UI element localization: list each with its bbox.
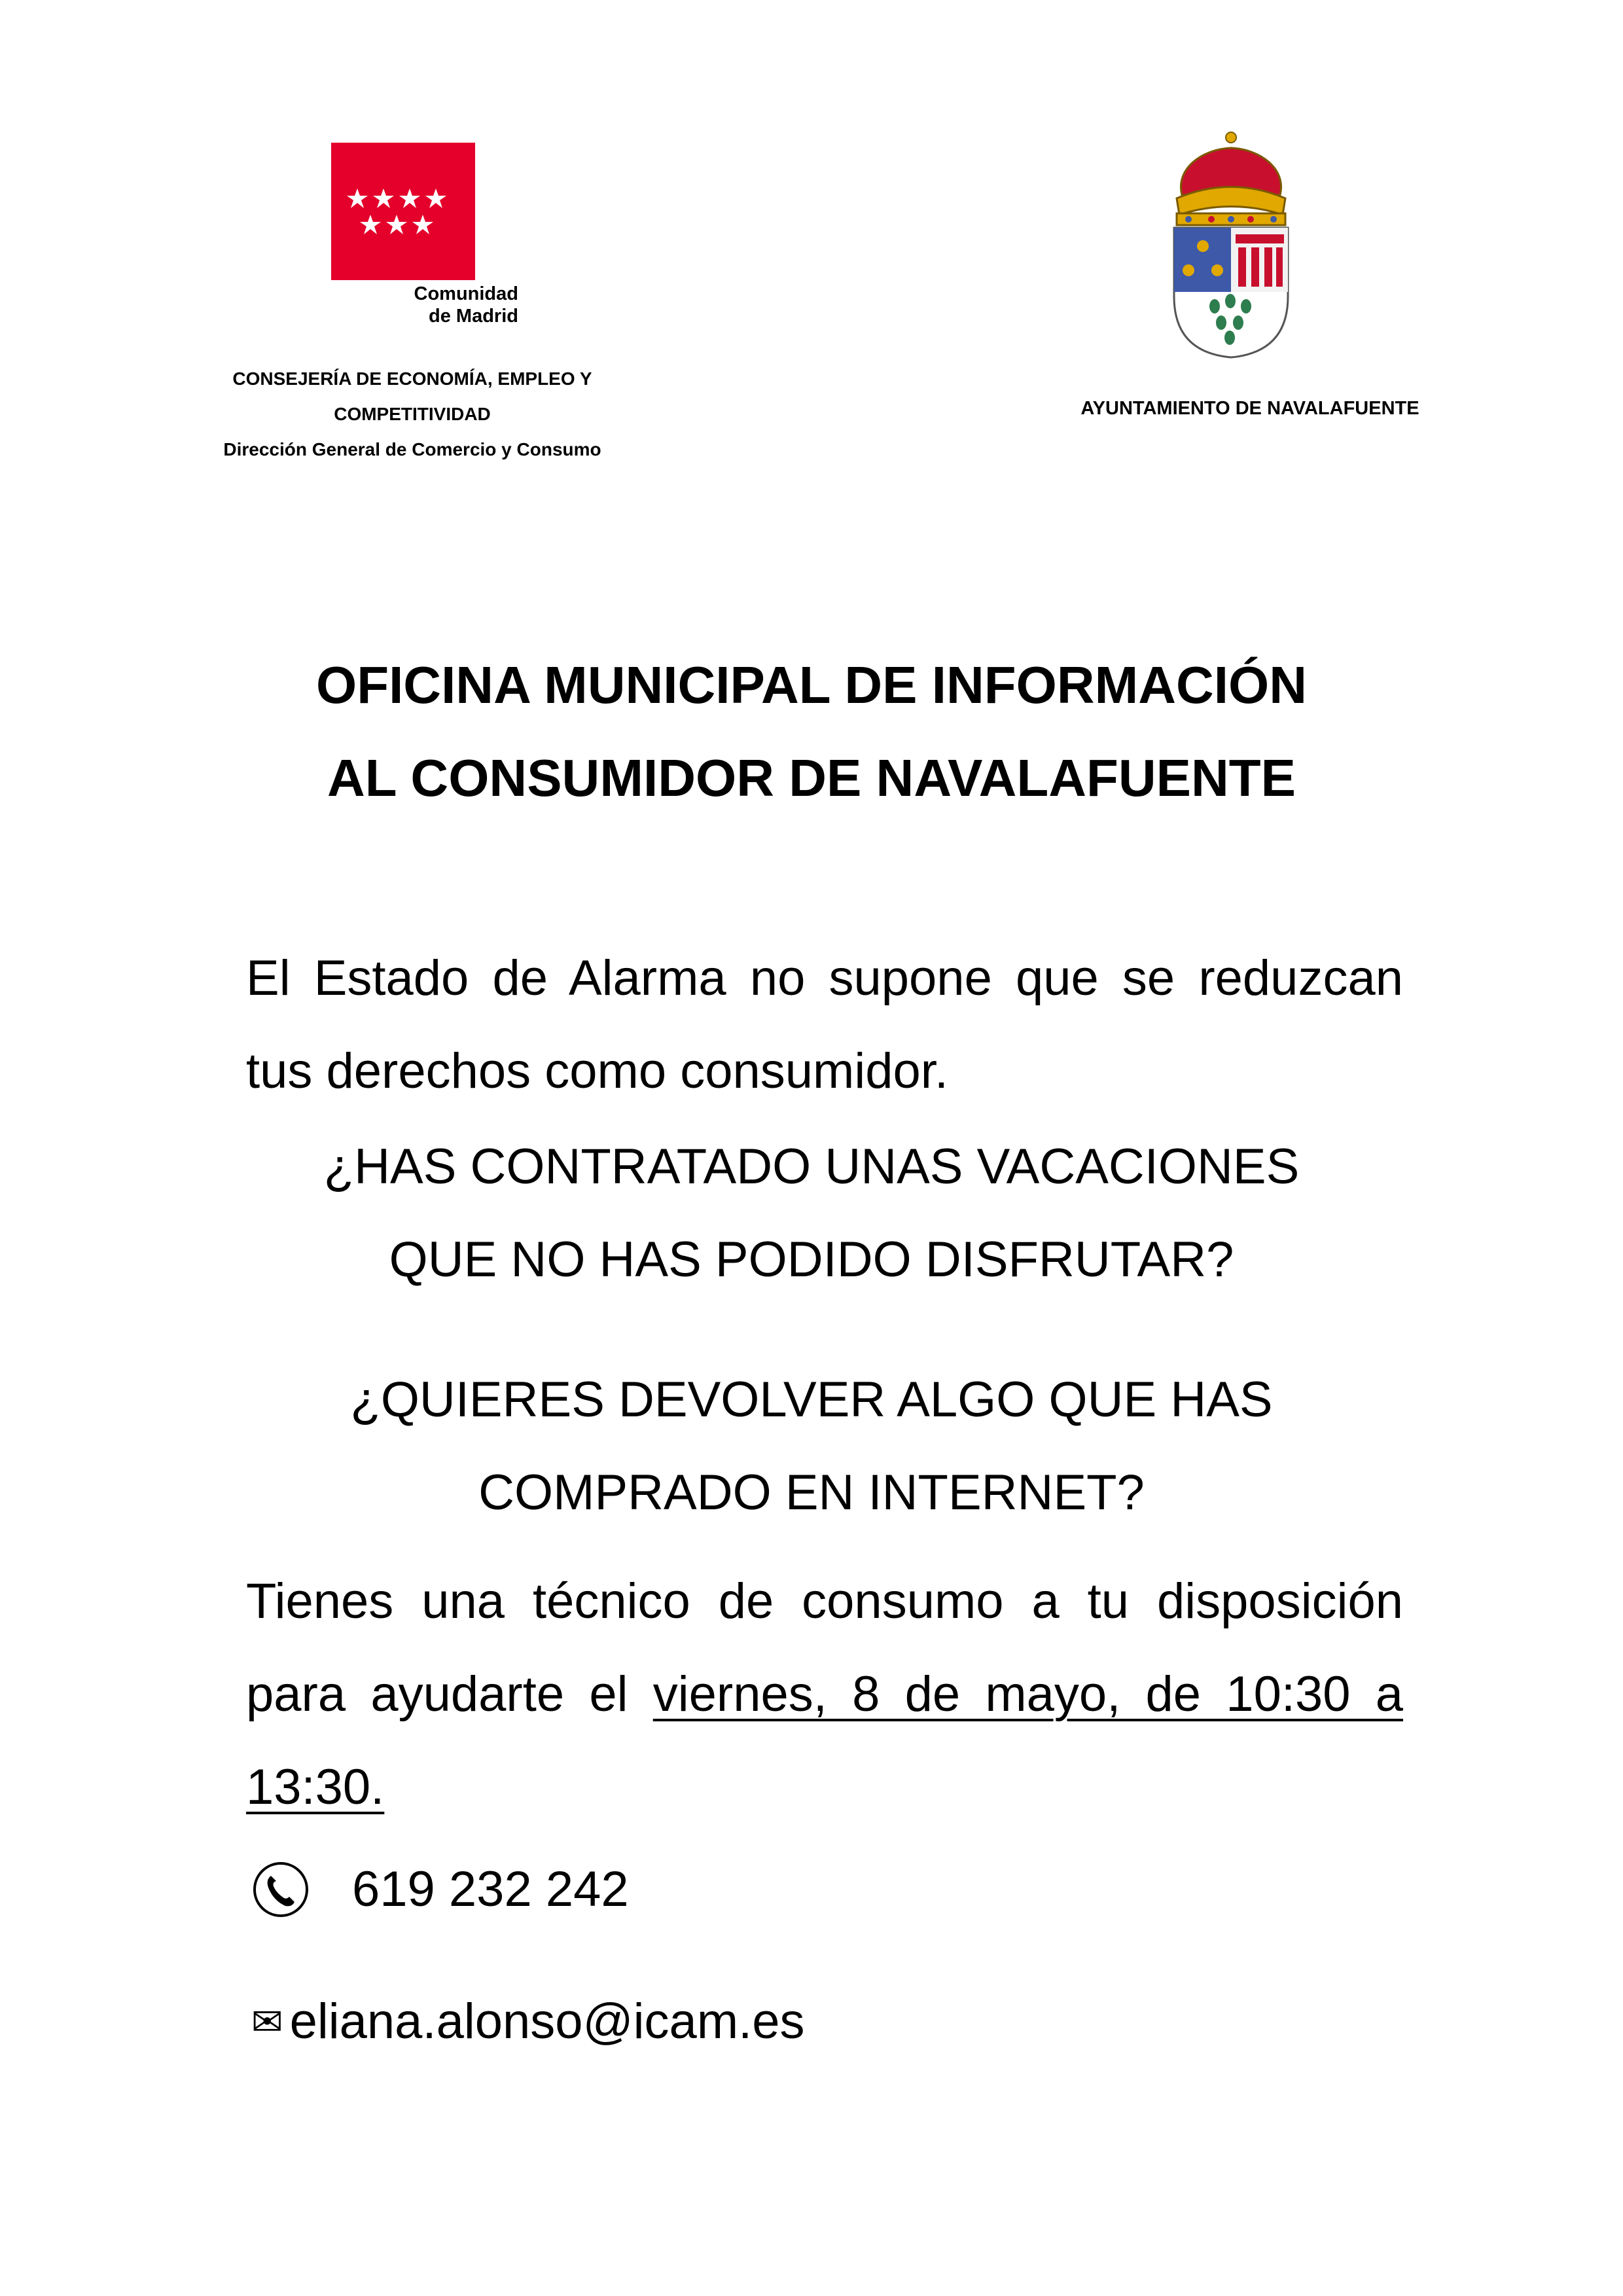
comunidad-de-madrid-name bbox=[288, 283, 518, 327]
comunidad-de-madrid-logo bbox=[331, 143, 475, 280]
stars-icon bbox=[331, 143, 475, 280]
intro-paragraph: El Estado de Alarma no supone que se reduzcan tus derechos como consumidor. bbox=[246, 950, 1403, 1099]
question-returns bbox=[196, 1354, 1427, 1539]
offer-date: viernes, 8 de mayo, de 10:30 a 13:30. bbox=[246, 1666, 1403, 1815]
question2-line2: COMPRADO EN INTERNET? bbox=[478, 1465, 1145, 1520]
offer-paragraph bbox=[246, 1555, 1403, 1834]
question1-line2: QUE NO HAS PODIDO DISFRUTAR? bbox=[389, 1232, 1234, 1287]
page-title bbox=[196, 639, 1427, 825]
department-line2: COMPETITIVIDAD bbox=[334, 404, 491, 424]
department-block bbox=[131, 361, 694, 467]
phone-row bbox=[251, 1843, 629, 1936]
ayuntamiento-coat-of-arms bbox=[1162, 130, 1300, 359]
envelope-icon: ✉ bbox=[251, 2000, 283, 2044]
department-line1: CONSEJERÍA DE ECONOMÍA, EMPLEO Y bbox=[232, 368, 592, 389]
title-line1: OFICINA MUNICIPAL DE INFORMACIÓN bbox=[315, 656, 1308, 714]
offer-text: Tienes una técnico de consumo a tu disposición para ayudarte el bbox=[246, 1573, 1403, 1722]
email-row bbox=[251, 1975, 805, 2068]
phone-number[interactable]: 619 232 242 bbox=[352, 1861, 629, 1917]
logo-name-line2: de Madrid bbox=[429, 306, 518, 327]
coat-of-arms-icon bbox=[1162, 130, 1300, 359]
crown-icon bbox=[1177, 132, 1285, 225]
department-line3: Dirección General de Comercio y Consumo bbox=[223, 439, 601, 459]
telephone-icon bbox=[251, 1860, 310, 1919]
logo-name-line1: Comunidad bbox=[414, 283, 518, 304]
email-address[interactable]: eliana.alonso@icam.es bbox=[289, 1994, 805, 2049]
title-line2: AL CONSUMIDOR DE NAVALAFUENTE bbox=[327, 749, 1296, 807]
question1-line1: ¿HAS CONTRATADO UNAS VACACIONES bbox=[323, 1139, 1300, 1194]
ayuntamiento-name: AYUNTAMIENTO DE NAVALAFUENTE bbox=[1080, 398, 1419, 419]
question2-line1: ¿QUIERES DEVOLVER ALGO QUE HAS bbox=[350, 1372, 1273, 1427]
question-holidays bbox=[196, 1121, 1427, 1306]
